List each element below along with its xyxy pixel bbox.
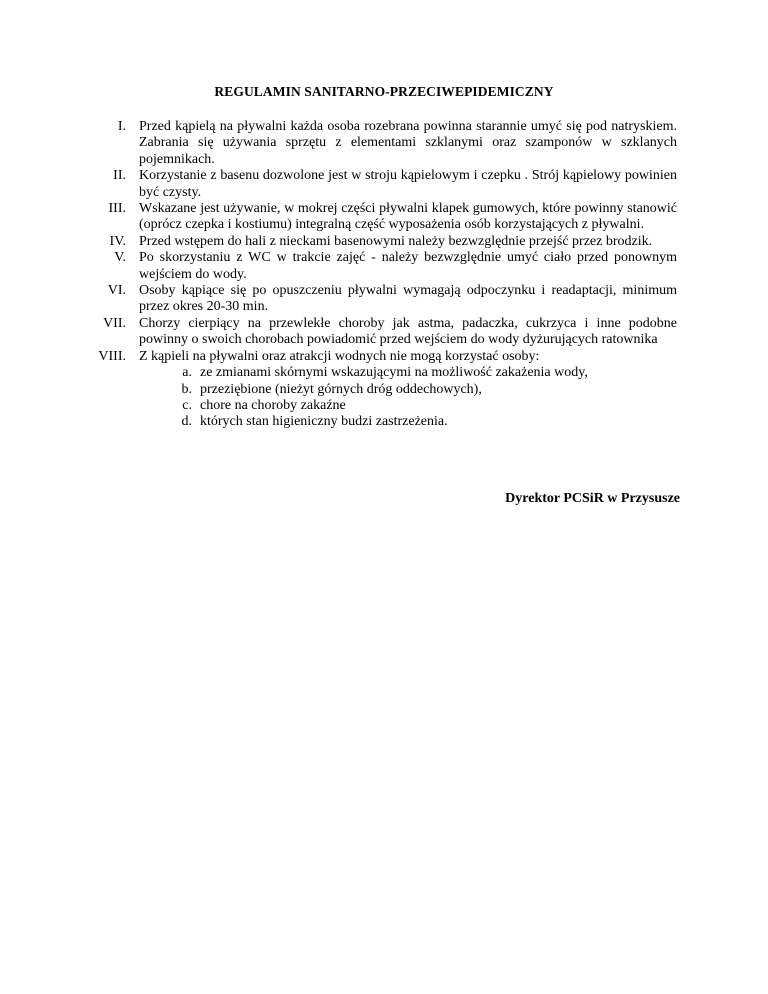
- sublist-item: [139, 382, 677, 398]
- rule-item: [70, 234, 690, 250]
- rule-item: [70, 316, 690, 349]
- sublist-letter: b.: [181, 381, 192, 397]
- sublist-text: ze zmianami skórnymi wskazującymi na możliwość zakażenia wody,: [200, 365, 588, 381]
- rule-item: [70, 201, 690, 234]
- rule-numeral: II.: [113, 168, 126, 184]
- rule-text: Korzystanie z basenu dozwolone jest w stroju kąpielowym i czepku . Strój kąpielowy powinien być czysty.: [139, 168, 677, 200]
- rule-numeral: VI.: [107, 283, 126, 299]
- rule-numeral: I.: [117, 119, 126, 134]
- rule-text: Osoby kąpiące się po opuszczeniu pływalni wymagają odpoczynku i readaptacji, minimum przez okres 20-30 min.: [139, 283, 677, 315]
- rule-numeral: IV.: [109, 233, 126, 249]
- rule-item: [70, 168, 690, 201]
- rule-text: Wskazane jest używanie, w mokrej części pływalni klapek gumowych, które powinny stanowić (oprócz czepka i kostiumu) integralną część wyposażenia osób korzystających z pływalni.: [139, 201, 677, 233]
- signature: Dyrektor PCSiR w Przysusze: [505, 491, 680, 506]
- rule-item: [70, 250, 690, 283]
- sublist-item: [139, 398, 677, 414]
- rule-text: Chorzy cierpiący na przewlekłe choroby jak astma, padaczka, cukrzyca i inne podobne powinny o swoich chorobach powiadomić przed wejściem do wody dyżurujących ratownika: [139, 315, 677, 348]
- rule-item: [70, 119, 690, 168]
- rule-text: Przed wstępem do hali z nieckami basenowymi należy bezwzględnie przejść przez brodzik.: [139, 233, 653, 249]
- document-title: REGULAMIN SANITARNO-PRZECIWEPIDEMICZNY: [214, 84, 554, 99]
- rule-numeral: VII.: [103, 315, 126, 331]
- sublist-text: których stan higieniczny budzi zastrzeżenia.: [200, 414, 448, 430]
- sublist-letter: a.: [182, 365, 192, 381]
- sublist-text: przeziębione (nieżyt górnych dróg oddechowych),: [200, 381, 482, 397]
- rule-text: Z kąpieli na pływalni oraz atrakcji wodnych nie mogą korzystać osoby:: [139, 348, 540, 364]
- rule-numeral: VIII.: [98, 348, 126, 364]
- rule-text: Po skorzystaniu z WC w trakcie zajęć - należy bezwzględnie umyć ciało przed ponownym wejściem do wody.: [139, 250, 677, 282]
- rule-numeral: V.: [114, 250, 126, 266]
- sublist-item: [139, 414, 677, 430]
- rule-text-with-sublist: [139, 349, 677, 431]
- rule-text: Przed kąpielą na pływalni każda osoba rozebrana powinna starannie umyć się pod natryskiem. Zabrania się używania sprzętu z elementami szklanymi oraz szamponów w szklanych pojemnikach.: [139, 119, 677, 167]
- rules-list: [70, 119, 690, 431]
- sublist-letter: d.: [181, 414, 192, 430]
- rule-numeral: III.: [108, 201, 126, 217]
- sublist-text: chore na choroby zakaźne: [200, 397, 346, 413]
- sublist-item: [139, 365, 677, 381]
- rule-item: [70, 283, 690, 316]
- sublist: [139, 365, 677, 431]
- rule-item: [70, 349, 690, 431]
- sublist-letter: c.: [182, 397, 192, 413]
